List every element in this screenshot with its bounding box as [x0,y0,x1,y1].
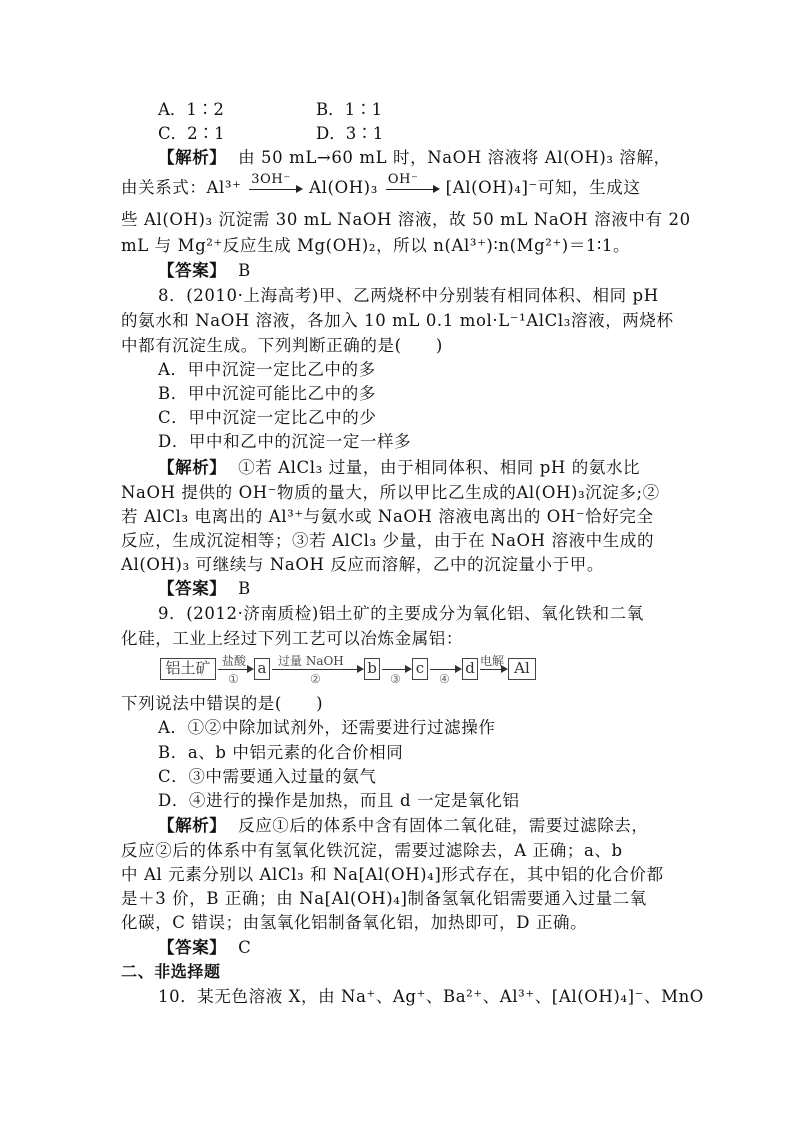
q9-analysis-line-4: 是＋3 价，B 正确；由 Na[Al(OH)₄]制备氢氧化铝需要通入过量二氧 [121,889,647,908]
flow-step-4: ④ [439,672,450,686]
section-heading: 二、非选择题 [121,962,221,981]
q9-analysis-line-3: 中 Al 元素分别以 AlCl₃ 和 Na[Al(OH)₄]形式存在，其中铝的化合价都 [121,865,664,884]
q8-analysis-line-5: Al(OH)₃ 可继续与 NaOH 反应而溶解，乙中的沉淀量小于甲。 [121,555,604,574]
flow-arrow-3 [382,669,410,670]
flow-step-1: ① [228,672,239,686]
q9-stem-line-1: 9．(2012·济南质检)铝土矿的主要成分为氧化铝、氧化铁和二氧 [158,604,644,623]
q9-option-c: C．③中需要通入过量的氨气 [158,767,377,786]
reaction-arrow-1: 3OH⁻ [247,176,303,200]
q8-analysis-line-4: 反应，生成沉淀相等；③若 AlCl₃ 少量，由于在 NaOH 溶液中生成的 [121,531,655,550]
q9-option-d: D．④进行的操作是加热，而且 d 一定是氧化铝 [158,791,520,810]
flow-arrow-2 [272,669,362,670]
q7-option-d: D．3∶1 [316,124,384,143]
q8-analysis-line-1: 【解析】 ①若 AlCl₃ 过量，由于相同体积、相同 pH 的氨水比 [158,458,641,477]
q7-answer: 【答案】 B [158,261,251,280]
q7-option-b: B．1∶1 [316,100,383,119]
flow-box-a: a [254,658,270,680]
flow-box-c: c [412,658,428,680]
flow-box-b: b [364,658,380,680]
reaction-arrow-2: OH⁻ [384,176,440,200]
q7-analysis-line-3: 些 Al(OH)₃ 沉淀需 30 mL NaOH 溶液，故 50 mL NaOH 溶液中有 20 [121,210,691,229]
flow-label-2: 过量 NaOH [278,654,344,668]
q9-analysis-line-2: 反应②后的体系中有氢氧化铁沉淀，需要过滤除去，A 正确；a、b [121,841,623,860]
flow-arrow-4 [430,669,460,670]
q8-answer: 【答案】 B [158,579,251,598]
answer-tag: 【答案】 [158,579,227,598]
flow-step-3: ③ [390,672,401,686]
q8-option-b: B．甲中沉淀可能比乙中的多 [158,384,376,403]
q7-analysis-line-1: 【解析】 由 50 mL→60 mL 时，NaOH 溶液将 Al(OH)₃ 溶解， [158,148,671,167]
q8-stem-line-2: 的氨水和 NaOH 溶液，各加入 10 mL 0.1 mol·L⁻¹AlCl₃溶液，两烧杯 [121,311,674,330]
q9-stem-line-2: 化硅，工业上经过下列工艺可以冶炼金属铝： [121,629,463,648]
flow-box-al: Al [508,658,536,680]
q7-analysis-line-2: 由关系式：Al³⁺ 3OH⁻ Al(OH)₃ OH⁻ [Al(OH)₄]⁻可知，生成这 [121,176,681,200]
flow-box-bauxite: 铝土矿 [160,658,216,680]
q8-option-a: A．甲中沉淀一定比乙中的多 [158,360,376,379]
flow-box-d: d [462,658,478,680]
q9-answer: 【答案】 C [158,938,252,957]
answer-tag: 【答案】 [158,261,227,280]
flow-label-1: 盐酸 [222,654,247,668]
flow-label-5: 电解 [480,654,505,668]
q8-option-d: D．甲中和乙中的沉淀一定一样多 [158,432,412,451]
q8-analysis-line-3: 若 AlCl₃ 电离出的 Al³⁺与氨水或 NaOH 溶液电离出的 OH⁻恰好完全 [121,507,654,526]
analysis-tag: 【解析】 [158,816,227,835]
flow-arrow-1 [218,669,252,670]
flow-step-2: ② [310,672,321,686]
q9-option-b: B．a、b 中铝元素的化合价相同 [158,743,404,762]
q9-stem-line-3: 下列说法中错误的是( ) [121,694,324,713]
q9-analysis-line-1: 【解析】 反应①后的体系中含有固体二氧化硅，需要过滤除去， [158,816,649,835]
process-flow-diagram [158,655,678,685]
answer-tag: 【答案】 [158,938,227,957]
q8-analysis-line-2: NaOH 提供的 OH⁻物质的量大，所以甲比乙生成的Al(OH)₃沉淀多;② [121,483,660,502]
analysis-tag: 【解析】 [158,148,227,167]
q10-stem-line-1: 10．某无色溶液 X，由 Na⁺、Ag⁺、Ba²⁺、Al³⁺、[Al(OH)₄]⁻、MnO [158,987,704,1006]
analysis-tag: 【解析】 [158,458,227,477]
q8-option-c: C．甲中沉淀一定比乙中的少 [158,408,377,427]
q7-analysis-line-4: mL 与 Mg²⁺反应生成 Mg(OH)₂，所以 n(Al³⁺)∶n(Mg²⁺)＝1∶1。 [121,236,631,255]
q8-stem-line-3: 中都有沉淀生成。下列判断正确的是( ) [121,336,443,355]
q8-stem-line-1: 8．(2010·上海高考)甲、乙两烧杯中分别装有相同体积、相同 pH [158,286,659,305]
q9-option-a: A．①②中除加试剂外，还需要进行过滤操作 [158,718,496,737]
q9-analysis-line-5: 化碳，C 错误；由氢氧化铝制备氧化铝，加热即可，D 正确。 [121,913,588,932]
flow-arrow-5 [480,669,506,670]
q7-option-a: A．1∶2 [158,100,224,119]
q7-option-c: C．2∶1 [158,124,225,143]
